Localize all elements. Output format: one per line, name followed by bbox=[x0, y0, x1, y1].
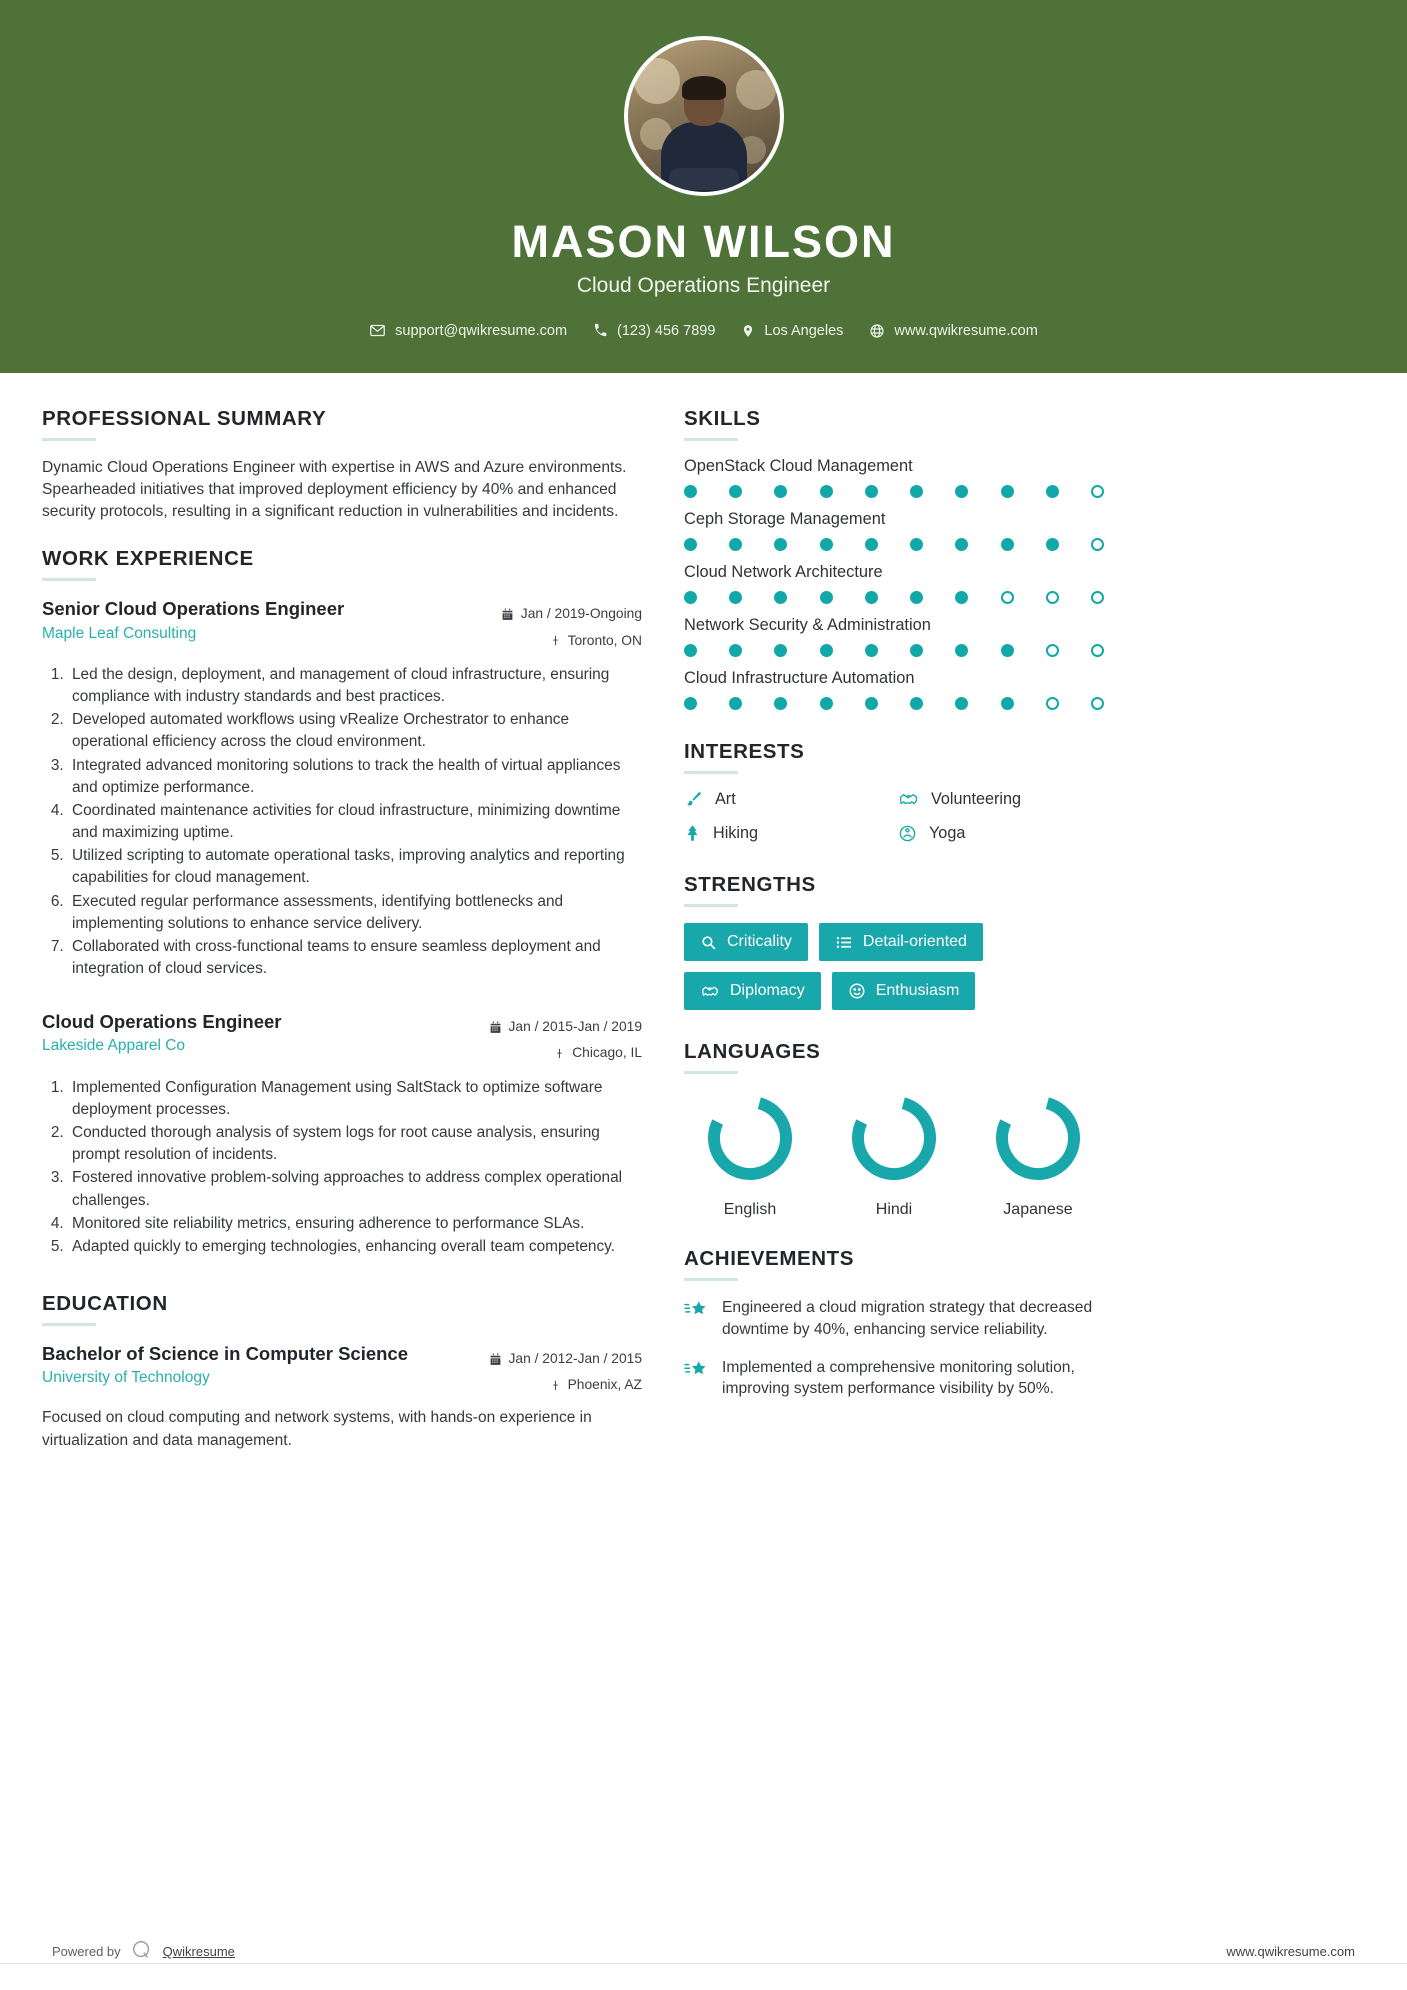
contact-email-text: support@qwikresume.com bbox=[395, 322, 568, 339]
strength-chip-diplomacy[interactable] bbox=[684, 972, 821, 1010]
interest-label: Hiking bbox=[713, 823, 758, 842]
language-item bbox=[972, 1090, 1104, 1219]
skill-dot-filled bbox=[865, 538, 878, 551]
resume-header bbox=[0, 0, 1407, 373]
calendar-icon bbox=[501, 608, 514, 621]
section-professional-summary bbox=[42, 407, 642, 523]
achievement-item bbox=[684, 1297, 1104, 1341]
section-rule bbox=[684, 1278, 738, 1281]
shooting-star-icon bbox=[684, 1297, 708, 1341]
phone-icon bbox=[593, 323, 608, 338]
interest-item bbox=[684, 790, 890, 809]
education-school: University of Technology bbox=[42, 1369, 210, 1387]
magnifier-icon bbox=[700, 934, 717, 951]
pin-icon bbox=[550, 1379, 561, 1392]
skill-rating bbox=[684, 485, 1104, 498]
skill-dot-empty bbox=[1091, 644, 1104, 657]
job-bullets bbox=[68, 664, 642, 980]
job-bullet: 1. Implemented Configuration Management using SaltStack to optimize software deployment processes. bbox=[68, 1077, 642, 1121]
job-bullet: 2. Conducted thorough analysis of system logs for root cause analysis, ensuring prompt resolution of incidents. bbox=[68, 1122, 642, 1166]
skill-dot-filled bbox=[910, 538, 923, 551]
smiley-icon bbox=[848, 982, 866, 1000]
education-location: Phoenix, AZ bbox=[567, 1377, 642, 1393]
job-role: Senior Cloud Operations Engineer bbox=[42, 598, 345, 620]
section-education bbox=[42, 1292, 642, 1452]
strength-label: Diplomacy bbox=[730, 982, 805, 999]
section-title: WORK EXPERIENCE bbox=[42, 547, 254, 571]
calendar-icon bbox=[489, 1353, 502, 1366]
job-location: Toronto, ON bbox=[567, 632, 642, 648]
section-strengths bbox=[684, 873, 1104, 1010]
skill-dot-filled bbox=[865, 697, 878, 710]
qwikresume-logo-icon bbox=[131, 1939, 153, 1964]
job-location: Chicago, IL bbox=[572, 1045, 642, 1061]
job-date: Jan / 2015-Jan / 2019 bbox=[508, 1019, 642, 1035]
skill-dot-filled bbox=[955, 644, 968, 657]
skill-rating bbox=[684, 591, 1104, 604]
interest-label: Yoga bbox=[929, 823, 966, 842]
education-entry bbox=[42, 1342, 642, 1452]
skill-dot-filled bbox=[729, 538, 742, 551]
section-rule bbox=[684, 438, 738, 441]
skill-dot-filled bbox=[729, 697, 742, 710]
resume-body bbox=[0, 373, 1407, 1476]
paintbrush-icon bbox=[684, 790, 703, 809]
skill-dot-filled bbox=[820, 538, 833, 551]
achievement-item bbox=[684, 1357, 1104, 1401]
strengths-list bbox=[684, 923, 1104, 1010]
job-company: Maple Leaf Consulting bbox=[42, 624, 197, 642]
skill-dot-filled bbox=[955, 591, 968, 604]
skill-dot-filled bbox=[955, 485, 968, 498]
powered-by-label: Powered by bbox=[52, 1944, 121, 1959]
job-bullet: 6. Executed regular performance assessments, identifying bottlenecks and implementing solutions to enhance service delivery. bbox=[68, 891, 642, 935]
skill-dot-filled bbox=[1001, 485, 1014, 498]
skill-dot-empty bbox=[1091, 697, 1104, 710]
skill-rating bbox=[684, 644, 1104, 657]
education-degree: Bachelor of Science in Computer Science bbox=[42, 1343, 408, 1365]
section-rule bbox=[42, 578, 96, 581]
section-rule bbox=[42, 1323, 96, 1326]
skill-dot-filled bbox=[820, 644, 833, 657]
skill-dot-filled bbox=[820, 591, 833, 604]
job-bullet: 3. Fostered innovative problem-solving approaches to address complex operational challenges. bbox=[68, 1167, 642, 1211]
skill-dot-filled bbox=[774, 485, 787, 498]
pin-icon bbox=[741, 323, 755, 339]
job-company: Lakeside Apparel Co bbox=[42, 1037, 186, 1055]
skill-dot-filled bbox=[820, 485, 833, 498]
work-entry bbox=[42, 1010, 642, 1258]
calendar-icon bbox=[489, 1021, 502, 1034]
skill-dot-filled bbox=[910, 591, 923, 604]
skill-dot-filled bbox=[729, 644, 742, 657]
section-work-experience bbox=[42, 547, 642, 1258]
qwikresume-link[interactable]: Qwikresume bbox=[162, 1944, 235, 1959]
handshake-icon bbox=[898, 790, 919, 809]
job-bullet: 2. Developed automated workflows using vRealize Orchestrator to enhance operational efficiency across the cloud environment. bbox=[68, 709, 642, 753]
shooting-star-icon bbox=[684, 1357, 708, 1401]
skill-dot-filled bbox=[729, 591, 742, 604]
skill-item bbox=[684, 510, 1104, 551]
language-label: Hindi bbox=[875, 1201, 913, 1218]
section-rule bbox=[684, 771, 738, 774]
skills-list bbox=[684, 457, 1104, 710]
skill-dot-filled bbox=[865, 591, 878, 604]
interest-item bbox=[684, 823, 890, 843]
summary-text: Dynamic Cloud Operations Engineer with expertise in AWS and Azure environments. Spearheaded initiatives that improved deployment efficiency by 40% and enhanced security protocols, resulting in a significant reduction in vulnerabilities and incidents. bbox=[42, 459, 627, 521]
skill-label: Ceph Storage Management bbox=[684, 510, 886, 528]
section-title: INTERESTS bbox=[684, 740, 805, 763]
section-title: STRENGTHS bbox=[684, 873, 816, 896]
skill-rating bbox=[684, 538, 1104, 551]
skill-label: Cloud Infrastructure Automation bbox=[684, 669, 915, 687]
strength-chip-criticality[interactable] bbox=[684, 923, 808, 961]
languages-list bbox=[684, 1090, 1104, 1219]
skill-dot-filled bbox=[1046, 485, 1059, 498]
skill-dot-filled bbox=[955, 697, 968, 710]
contact-website[interactable] bbox=[869, 323, 1037, 339]
skill-label: Network Security & Administration bbox=[684, 616, 931, 634]
pin-icon bbox=[554, 1047, 565, 1060]
skill-dot-filled bbox=[955, 538, 968, 551]
skill-dot-empty bbox=[1046, 591, 1059, 604]
education-description: Focused on cloud computing and network systems, with hands-on experience in virtualization and data management. bbox=[42, 1409, 592, 1449]
job-role: Cloud Operations Engineer bbox=[42, 1011, 282, 1033]
section-achievements bbox=[684, 1247, 1104, 1400]
globe-icon bbox=[869, 323, 885, 339]
job-bullet: 4. Monitored site reliability metrics, ensuring adherence to performance SLAs. bbox=[68, 1213, 642, 1235]
job-bullet: 3. Integrated advanced monitoring solutions to track the health of virtual appliances and optimize performance. bbox=[68, 755, 642, 799]
candidate-name: MASON WILSON bbox=[511, 216, 896, 267]
profile-photo bbox=[624, 36, 784, 196]
section-title: LANGUAGES bbox=[684, 1040, 821, 1063]
left-column bbox=[42, 407, 642, 1476]
contact-bar bbox=[0, 322, 1407, 339]
strength-chip-detail-oriented[interactable] bbox=[819, 923, 983, 961]
job-bullet: 7. Collaborated with cross-functional teams to ensure seamless deployment and integration of cloud services. bbox=[68, 936, 642, 980]
skill-dot-filled bbox=[910, 697, 923, 710]
language-ring bbox=[846, 1090, 942, 1186]
interest-label: Art bbox=[715, 790, 736, 808]
skill-item bbox=[684, 563, 1104, 604]
footer-website[interactable]: www.qwikresume.com bbox=[1226, 1944, 1355, 1959]
skill-rating bbox=[684, 697, 1104, 710]
skill-item bbox=[684, 616, 1104, 657]
interest-item bbox=[898, 823, 1104, 843]
skill-dot-filled bbox=[1001, 644, 1014, 657]
education-date: Jan / 2012-Jan / 2015 bbox=[508, 1351, 642, 1367]
skill-dot-filled bbox=[820, 697, 833, 710]
mail-icon bbox=[369, 322, 386, 339]
skill-dot-filled bbox=[684, 644, 697, 657]
skill-dot-empty bbox=[1046, 697, 1059, 710]
contact-phone[interactable] bbox=[593, 323, 715, 339]
skill-dot-filled bbox=[684, 485, 697, 498]
section-languages bbox=[684, 1040, 1104, 1219]
interest-item bbox=[898, 790, 1104, 809]
job-bullet: 1. Led the design, deployment, and management of cloud infrastructure, ensuring compliance with industry standards and best practices. bbox=[68, 664, 642, 708]
contact-website-text: www.qwikresume.com bbox=[894, 322, 1038, 339]
powered-by bbox=[52, 1939, 235, 1964]
language-label: Japanese bbox=[1003, 1201, 1073, 1218]
pin-icon bbox=[550, 634, 561, 647]
skill-dot-empty bbox=[1091, 485, 1104, 498]
footer-divider bbox=[0, 1963, 1407, 1964]
yoga-icon bbox=[898, 824, 917, 843]
skill-dot-filled bbox=[729, 485, 742, 498]
contact-email[interactable] bbox=[369, 322, 567, 339]
candidate-job-title: Cloud Operations Engineer bbox=[576, 274, 831, 297]
language-item bbox=[828, 1090, 960, 1219]
achievement-text: Engineered a cloud migration strategy that decreased downtime by 40%, enhancing service reliability. bbox=[722, 1299, 1093, 1338]
strength-label: Criticality bbox=[727, 933, 792, 950]
section-rule bbox=[684, 904, 738, 907]
interests-grid bbox=[684, 790, 1104, 843]
achievement-text: Implemented a comprehensive monitoring solution, improving system performance visibility by 50%. bbox=[722, 1358, 1075, 1398]
skill-dot-filled bbox=[774, 697, 787, 710]
job-bullet: 5. Utilized scripting to automate operational tasks, improving analytics and reporting capabilities for cloud management. bbox=[68, 845, 642, 889]
job-meta bbox=[489, 1010, 642, 1066]
job-date: Jan / 2019-Ongoing bbox=[520, 606, 642, 622]
language-label: English bbox=[723, 1201, 777, 1218]
tree-icon bbox=[684, 823, 701, 843]
strength-label: Detail-oriented bbox=[862, 933, 967, 950]
skill-item bbox=[684, 457, 1104, 498]
language-item bbox=[684, 1090, 816, 1219]
skill-dot-filled bbox=[684, 591, 697, 604]
section-title: SKILLS bbox=[684, 407, 761, 430]
contact-location bbox=[741, 323, 843, 339]
section-title: EDUCATION bbox=[42, 1292, 168, 1316]
skill-dot-filled bbox=[865, 485, 878, 498]
skill-dot-filled bbox=[1001, 538, 1014, 551]
strength-label: Enthusiasm bbox=[875, 982, 960, 999]
education-meta bbox=[489, 1342, 642, 1398]
skill-dot-empty bbox=[1091, 538, 1104, 551]
resume-footer bbox=[0, 1939, 1407, 1964]
skill-label: OpenStack Cloud Management bbox=[684, 457, 913, 475]
section-skills bbox=[684, 407, 1104, 710]
skill-dot-empty bbox=[1001, 591, 1014, 604]
job-bullet: 4. Coordinated maintenance activities for cloud infrastructure, minimizing downtime and maximizing uptime. bbox=[68, 800, 642, 844]
job-bullets bbox=[68, 1077, 642, 1258]
section-rule bbox=[684, 1071, 738, 1074]
section-title: PROFESSIONAL SUMMARY bbox=[42, 407, 327, 430]
contact-phone-text: (123) 456 7899 bbox=[617, 322, 716, 339]
language-ring bbox=[702, 1090, 798, 1186]
skill-dot-filled bbox=[865, 644, 878, 657]
skill-dot-filled bbox=[1001, 697, 1014, 710]
skill-dot-filled bbox=[774, 591, 787, 604]
work-entry bbox=[42, 597, 642, 980]
list-icon bbox=[835, 934, 853, 951]
skill-dot-filled bbox=[910, 644, 923, 657]
section-rule bbox=[42, 438, 96, 441]
strength-chip-enthusiasm[interactable] bbox=[832, 972, 976, 1010]
skill-dot-filled bbox=[684, 538, 697, 551]
contact-location-text: Los Angeles bbox=[764, 322, 844, 339]
skill-label: Cloud Network Architecture bbox=[684, 563, 883, 581]
skill-dot-filled bbox=[684, 697, 697, 710]
interest-label: Volunteering bbox=[931, 790, 1022, 808]
job-bullet: 5. Adapted quickly to emerging technologies, enhancing overall team competency. bbox=[68, 1236, 642, 1258]
skill-dot-filled bbox=[1046, 538, 1059, 551]
skill-dot-filled bbox=[910, 485, 923, 498]
skill-dot-empty bbox=[1046, 644, 1059, 657]
skill-dot-filled bbox=[774, 644, 787, 657]
skill-item bbox=[684, 669, 1104, 710]
right-column bbox=[684, 407, 1104, 1476]
handshake-icon bbox=[700, 983, 720, 1000]
section-interests bbox=[684, 740, 1104, 843]
section-title: ACHIEVEMENTS bbox=[684, 1247, 855, 1270]
language-ring bbox=[990, 1090, 1086, 1186]
skill-dot-empty bbox=[1091, 591, 1104, 604]
skill-dot-filled bbox=[774, 538, 787, 551]
job-meta bbox=[501, 597, 642, 653]
